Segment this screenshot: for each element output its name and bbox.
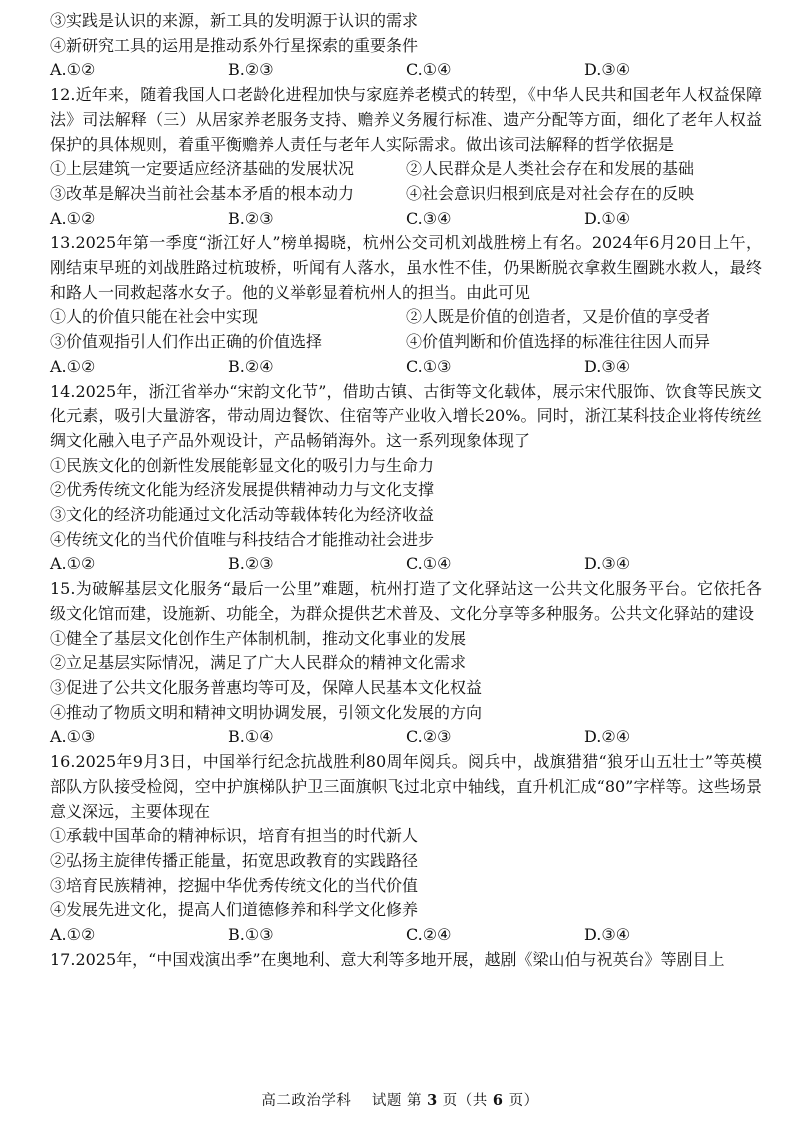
q13-choice-d: D.③④ (584, 356, 631, 376)
q11-choice-a: A.①② (50, 60, 96, 80)
q13-item-1: ①人的价值只能在社会中实现 (50, 307, 259, 327)
footer-page-mid: 页（共 (442, 1093, 488, 1109)
q12-stem: 12.近年来，随着我国人口老龄化进程加快与家庭养老模式的转型，《中华人民共和国老年人权益保障法》司法解释（三）从居家养老服务支持、赡养义务履行标准、遗产分配等方面，细化了老年人权益保护的具体规则，着重平衡赡养人责任与老年人实际需求。做出该司法解释的哲学依据是 (50, 85, 762, 154)
q14-choice-c: C.①④ (406, 554, 452, 574)
q16-item-4: ④发展先进文化，提高人们道德修养和科学文化修养 (50, 900, 419, 920)
q14-item-4: ④传统文化的当代价值唯与科技结合才能推动社会进步 (50, 529, 435, 549)
q14-item-3: ③文化的经济功能通过文化活动等载体转化为经济收益 (50, 505, 435, 525)
q15-choice-b: B.①④ (228, 727, 274, 747)
footer-page-prefix: 第 (406, 1093, 422, 1109)
q15-item-3: ③促进了公共文化服务普惠均等可及，保障人民基本文化权益 (50, 677, 483, 697)
q13-choice-b: B.②④ (228, 356, 274, 376)
q12-choice-d: D.①④ (584, 208, 631, 228)
q15-item-1: ①健全了基层文化创作生产体制机制，推动文化事业的发展 (50, 628, 467, 648)
q12-item-2: ②人民群众是人类社会存在和发展的基础 (406, 159, 695, 179)
q11-item-3: ③实践是认识的来源，新工具的发明源于认识的需求 (50, 11, 419, 30)
q11-item-4: ④新研究工具的运用是推动系外行星探索的重要条件 (50, 35, 419, 55)
q15-item-2: ②立足基层实际情况，满足了广大人民群众的精神文化需求 (50, 653, 467, 673)
q14-choice-d: D.③④ (584, 554, 631, 574)
q11-choice-b: B.②③ (228, 60, 274, 80)
q14-item-2: ②优秀传统文化能为经济发展提供精神动力与文化支撑 (50, 480, 435, 500)
q16-item-1: ①承载中国革命的精神标识，培育有担当的时代新人 (50, 826, 419, 846)
q12-item-4: ④社会意识归根到底是对社会存在的反映 (406, 183, 695, 203)
q13-choice-a: A.①② (50, 356, 96, 376)
q13-choices (50, 355, 762, 380)
q12-choice-c: C.③④ (406, 208, 452, 228)
footer-page-number: 3 (427, 1092, 438, 1109)
q16-choice-a: A.①② (50, 925, 96, 945)
q14-choice-b: B.②③ (228, 554, 274, 574)
q16-choice-c: C.②④ (406, 925, 452, 945)
q14-choice-a: A.①② (50, 554, 96, 574)
footer-subject: 高二政治学科 (261, 1093, 352, 1109)
q11-choice-d: D.③④ (584, 60, 631, 80)
q15-item-4: ④推动了物质文明和精神文明协调发展，引领文化发展的方向 (50, 702, 483, 722)
q13-items-row1 (50, 305, 762, 330)
q16-choice-b: B.①③ (228, 925, 274, 945)
q15-choices (50, 725, 762, 750)
q16-item-2: ②弘扬主旋律传播正能量，拓宽思政教育的实践路径 (50, 850, 419, 870)
q12-choices (50, 207, 762, 232)
q13-items-row2 (50, 330, 762, 355)
q15-choice-c: C.②③ (406, 727, 452, 747)
q12-item-1: ①上层建筑一定要适应经济基础的发展状况 (50, 159, 355, 179)
q12-item-3: ③改革是解决当前社会基本矛盾的根本动力 (50, 183, 355, 203)
q12-choice-a: A.①② (50, 208, 96, 228)
q13-stem: 13.2025年第一季度“浙江好人”榜单揭晓，杭州公交司机刘战胜榜上有名。2024年6月20日上午，刚结束早班的刘战胜路过杭玻桥，听闻有人落水，虽水性不佳，仍果断脱衣拿救生圈跳水救人，最终和路人一同救起落水女子。他的义举彰显着杭州人的担当。由此可见 (50, 233, 762, 302)
q13-item-3: ③价值观指引人们作出正确的价值选择 (50, 332, 323, 352)
q16-item-3: ③培育民族精神，挖掘中华优秀传统文化的当代价值 (50, 875, 419, 895)
q16-choice-d: D.③④ (584, 925, 631, 945)
page-content (50, 9, 762, 972)
q12-items-row2 (50, 182, 762, 207)
q16-choices (50, 923, 762, 948)
q15-stem: 15.为破解基层文化服务“最后一公里”难题，杭州打造了文化驿站这一公共文化服务平台。它依托各级文化馆而建，设施新、功能全，为群众提供艺术普及、文化分享等多种服务。公共文化驿站的建设 (50, 579, 762, 623)
q13-item-2: ②人既是价值的创造者，又是价值的享受者 (406, 307, 711, 327)
q15-choice-d: D.②④ (584, 727, 631, 747)
q13-choice-c: C.①③ (406, 356, 452, 376)
q13-item-4: ④价值判断和价值选择的标准往往因人而异 (406, 332, 711, 352)
page-footer (0, 1089, 800, 1110)
q14-stem: 14.2025年，浙江省举办“宋韵文化节”，借助古镇、古街等文化载体，展示宋代服饰、饮食等民族文化元素，吸引大量游客，带动周边餐饮、住宿等产业收入增长20%。同时，浙江某科技企业将传统丝绸文化融入电子产品外观设计，产品畅销海外。这一系列现象体现了 (50, 381, 762, 450)
footer-label: 试题 (371, 1093, 402, 1109)
footer-total-pages: 6 (492, 1092, 504, 1109)
q12-choice-b: B.②③ (228, 208, 274, 228)
q16-stem: 16.2025年9月3日，中国举行纪念抗战胜利80周年阅兵。阅兵中，战旗猎猎“狼牙山五壮士”等英模部队方队接受检阅，空中护旗梯队护卫三面旗帜飞过北京中轴线，直升机汇成“80”字样等。这些场景意义深远，主要体现在 (50, 752, 762, 821)
q14-choices (50, 552, 762, 577)
q11-choices (50, 58, 762, 83)
q17-stem: 17.2025年，“中国戏演出季”在奥地利、意大利等多地开展，越剧《梁山伯与祝英台》等剧目上 (50, 949, 725, 969)
q12-items-row1 (50, 157, 762, 182)
q11-choice-c: C.①④ (406, 60, 452, 80)
q14-item-1: ①民族文化的创新性发展能彰显文化的吸引力与生命力 (50, 455, 435, 475)
q15-choice-a: A.①③ (50, 727, 96, 747)
footer-page-suffix: 页） (508, 1093, 539, 1109)
